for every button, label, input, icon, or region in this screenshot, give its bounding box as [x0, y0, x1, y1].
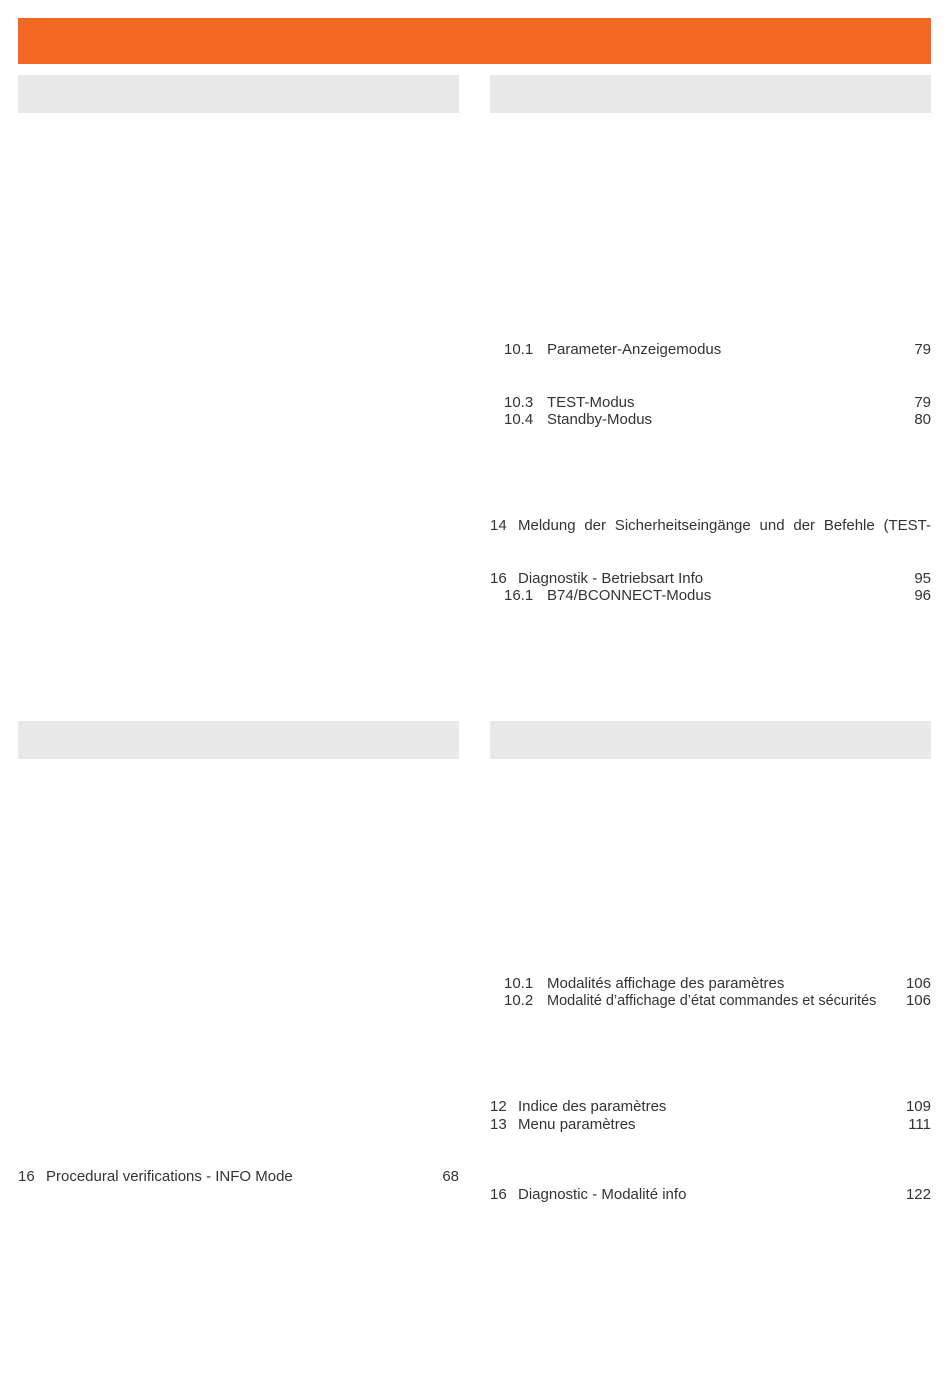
toc-entry-fr-16[interactable] — [490, 1186, 931, 1204]
toc-entry-title: B74/BCONNECT-Modus — [547, 587, 712, 604]
toc-entry-title: Modalités affichage des paramètres — [547, 975, 785, 992]
toc-entry-page: 68 — [442, 1168, 459, 1185]
toc-entry-page: 95 — [914, 570, 931, 587]
toc-entry-title: Parameter-Anzeigemodus — [547, 341, 722, 358]
toc-entry-number: 14 — [490, 517, 507, 534]
toc-entry-page: 111 — [908, 1116, 931, 1133]
toc-entry-de-10-1[interactable] — [504, 341, 931, 359]
toc-entry-page: 106 — [905, 992, 931, 1009]
toc-entry-title: Meldung der Sicherheitseingänge und der Befehle (TEST- — [518, 517, 931, 534]
toc-entry-number: 16 — [490, 1186, 507, 1203]
toc-entry-page: 80 — [914, 411, 931, 428]
toc-entry-number: 16 — [18, 1168, 35, 1185]
toc-entry-title: Modalité d’affichage d’état commandes et sécurités — [547, 993, 877, 1009]
section-header-top-right — [490, 75, 931, 113]
toc-entry-number: 16.1 — [504, 587, 534, 604]
toc-entry-de-16[interactable] — [490, 570, 931, 588]
toc-entry-de-10-3[interactable] — [504, 394, 931, 412]
section-header-top-left — [18, 75, 459, 113]
toc-entry-page: 106 — [905, 975, 931, 992]
toc-entry-page: 79 — [914, 394, 931, 411]
toc-entry-fr-12[interactable] — [490, 1098, 931, 1116]
toc-entry-fr-10-2[interactable] — [504, 992, 931, 1010]
toc-entry-de-10-4[interactable] — [504, 411, 931, 429]
toc-entry-number: 13 — [490, 1116, 507, 1133]
toc-entry-number: 10.1 — [504, 341, 534, 358]
toc-entry-de-16-1[interactable] — [504, 587, 931, 605]
toc-entry-title: Diagnostic - Modalité info — [518, 1186, 687, 1203]
toc-entry-page: 79 — [914, 341, 931, 358]
toc-entry-page: 96 — [914, 587, 931, 604]
toc-entry-fr-10-1[interactable] — [504, 975, 931, 993]
toc-entry-page: 122 — [905, 1186, 931, 1203]
toc-entry-title: Standby-Modus — [547, 411, 653, 428]
toc-entry-number: 12 — [490, 1098, 507, 1115]
toc-entry-number: 16 — [490, 570, 507, 587]
toc-entry-de-14[interactable] — [490, 517, 931, 535]
toc-entry-number: 10.4 — [504, 411, 534, 428]
toc-entry-fr-13[interactable] — [490, 1116, 931, 1134]
header-banner — [18, 18, 931, 64]
section-header-bottom-left — [18, 721, 459, 759]
toc-entry-en-16[interactable] — [18, 1168, 459, 1186]
section-header-bottom-right — [490, 721, 931, 759]
toc-entry-page: 109 — [905, 1098, 931, 1115]
toc-entry-title: Diagnostik - Betriebsart Info — [518, 570, 704, 587]
toc-entry-number: 10.1 — [504, 975, 534, 992]
toc-entry-title: Procedural verifications - INFO Mode — [46, 1168, 293, 1185]
toc-entry-number: 10.3 — [504, 394, 534, 411]
toc-entry-title: Menu paramètres — [518, 1116, 636, 1133]
toc-entry-title: Indice des paramètres — [518, 1098, 667, 1115]
toc-entry-title: TEST-Modus — [547, 394, 635, 411]
toc-entry-number: 10.2 — [504, 992, 534, 1009]
